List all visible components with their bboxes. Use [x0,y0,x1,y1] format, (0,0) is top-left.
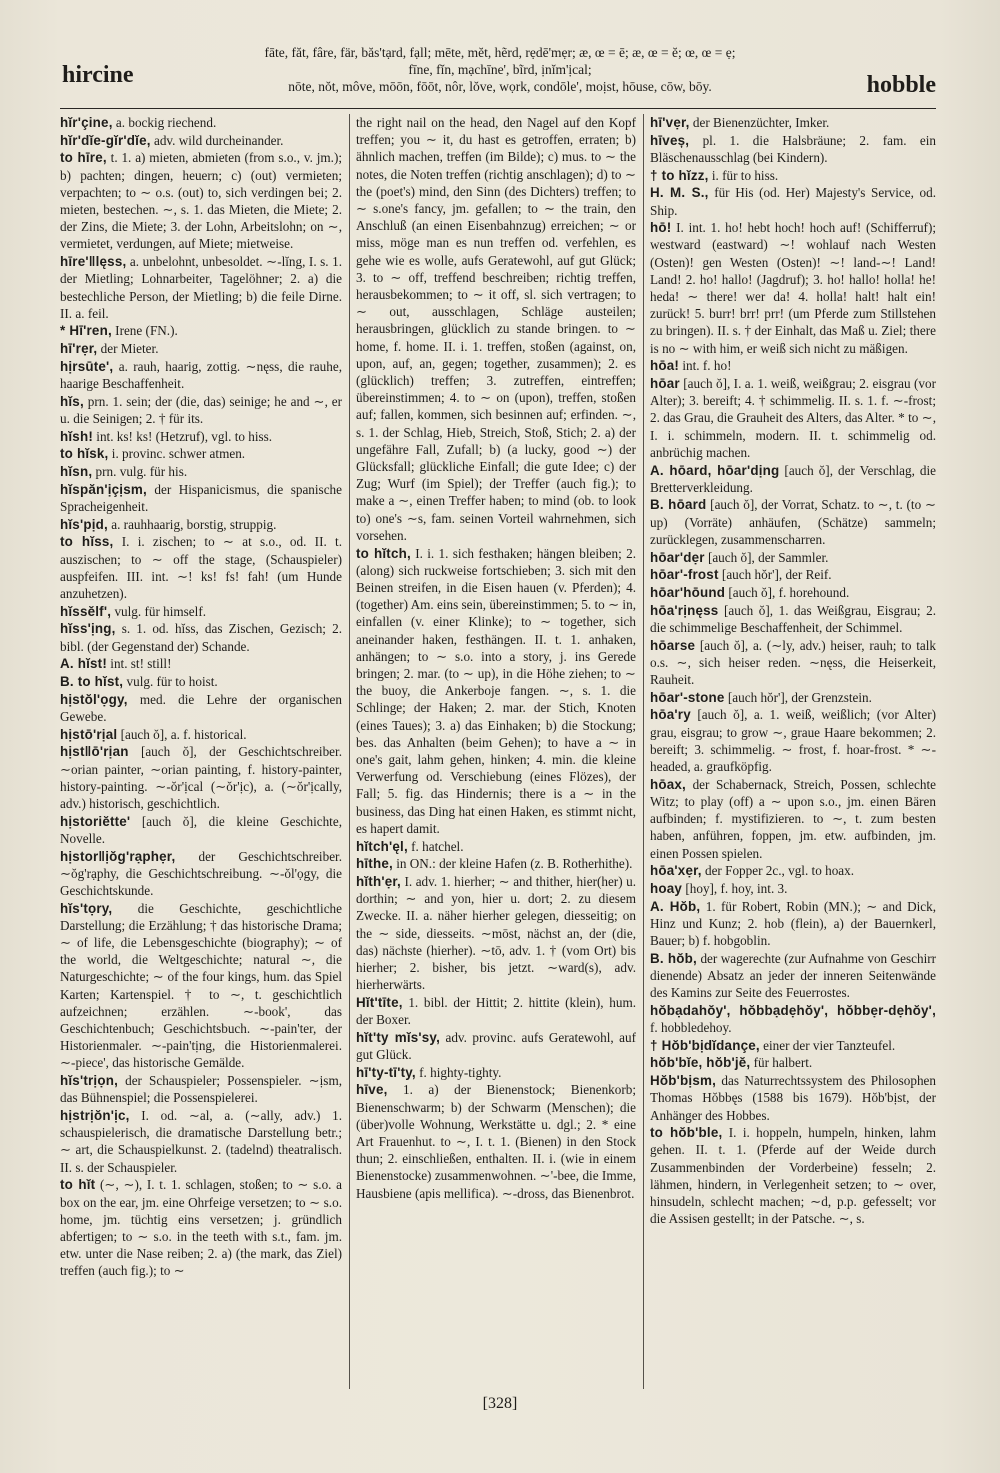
dictionary-entry [356,873,636,993]
entry-headword: hōar'hōund [650,584,726,600]
entry-headword: Hĭt'tīte, [356,994,403,1010]
entry-definition: a. bockig riechend. [115,115,217,130]
entry-headword: hōar'dẹr [650,549,705,565]
dictionary-entry [60,813,342,847]
dictionary-entry [650,375,936,461]
entry-definition: der Mieter. [100,341,159,357]
entry-headword: to hĭt [60,1177,96,1193]
dictionary-entry [60,673,342,690]
dictionary-entry [650,602,936,636]
dictionary-entry [356,1029,636,1063]
pronunciation-key-line: nōte, nŏt, môve, mōōn, fōōt, nôr, lŏve, wọrk, condōle', moịst, hōuse, cōw, bōy. [288,79,712,94]
entry-definition: i. für to hiss. [711,167,779,183]
entry-definition: I. i. 1. sich festhaken; hängen bleiben; 2. (along) sich ruckweise fortschieben; 3. sich mit den Beinen streifen, in die Eisen hauen (v. Pferden); 4. (together) Am. eins sein, übereinstimmen; 5. to ∼ in, einfallen (v. einer Klinke); to ∼ together, sich aneinander haken, festhängen. II. t. 1. anhaken, anhängen; to ∼ s.o. into a story, j. ins Gerede bringen; 2. mar. (to ∼ up), in die Höhe ziehen; to ∼ the buoy, die Ankerboje fangen. ∼, s. 1. die Schlinge; der Haken; 2. mar. der Stich, Knoten (eines Taues); 3. a) das Einhaken; b) die Stockung; bes. das Anhalten (beim Gehen); to have a ∼ in one's gait, lahm gehen, hinken; 4. min. die kleine Verwerfung od. Verschiebung (eines Flözes), der Fall; 5. fig. das Hindernis; there is a ∼ in the business, das Ding hat einen Haken, es stimmt nicht, es hapert damit. [356,545,636,836]
entry-headword: hī'rẹr, [60,341,98,357]
entry-headword: A. hōard, hōar'dịng [650,462,780,478]
entry-definition: 1. bibl. der Hittit; 2. hittite (klein), hum. der Boxer. [356,994,636,1028]
entry-definition: f. hobbledehoy. [650,1020,732,1036]
entry-headword: B. hōard [650,497,707,513]
dictionary-entry [650,1054,936,1071]
entry-definition: a. rauhhaarig, borstig, struppig. [111,516,277,532]
entry-definition: f. highty-tighty. [419,1064,502,1080]
entry-headword: † Hŏb'bịdĭdançe, [650,1037,760,1053]
dictionary-entry [60,743,342,812]
entry-definition: [auch ŏ], a. (∼ly, adv.) heiser, rauh; to talk o.s. ∼, sich heiser reden. ∼nęss, die Heiserkeit, Rauheit. [650,637,936,687]
guide-word-left: hircine [62,62,134,88]
entry-headword: hōar [650,376,680,392]
dictionary-entry [356,1064,636,1081]
dictionary-entry [60,848,342,900]
entry-headword: hĭth'ẹr, [356,873,401,889]
entry-definition: [auch ŏ], der Verschlag, die Bretterverkleidung. [650,462,936,495]
entry-definition: a. unbelohnt, unbesoldet. ∼-lĭng, I. s. 1. der Mietling; Lohnarbeiter, Tagelöhner; 2. a) die bestechliche Person, der Mietling; b) die feile Dirne. II. a. feil. [60,254,342,321]
entry-definition: I. od. ∼al, a. (∼ally, adv.) 1. schauspielerisch, die dramatische Darstellung betr.; ∼ art, die Schauspielkunst. 2. (tadelnd) theatralisch. II. s. der Schauspieler. [60,1108,342,1175]
dictionary-entry [650,1124,936,1227]
dictionary-entry [60,463,342,480]
entry-headword: hịstrịŏn'ịc, [60,1108,130,1124]
entry-headword: B. to hĭst, [60,674,124,689]
entry-definition: I. int. 1. ho! hebt hoch! hoch auf! (Schifferruf); westward (eastward) ∼! wohlauf nach Westen (Osten)! gen Westen (Osten)! ∼! land-∼! Land! Land! 2. ho! hallo! (Jagdruf); 3. ho! hallo! holla! he! heda! ∼ there! wer da! 4. holla! halt! halt ein! zurück! 5. burr! brr! prr! (um Pferde zum Stillstehen zu bringen). II. s. † der Einhalt, das Maß u. Ziel; there is no ∼ with him, er weiß sich nicht zu mäßigen. [650,220,936,356]
entry-definition: t. 1. a) mieten, abmieten (from s.o., v. jm.); b) pachten; dingen, heuern; c) (out) vermieten; verpachten; to ∼ o.s. (out) to, sich verdingen bei; 2. mieten, bestechen. ∼, s. 1. das Mieten, die Miete; 2. der Zins, die Miete; 3. der Lohn, Arbeitslohn; on ∼, vermietet, verdungen, auf Miete; mietweise. [60,150,342,252]
entry-definition: f. hatchel. [411,838,464,854]
dictionary-entry [356,994,636,1028]
entry-headword: hĭs'pịd, [60,516,108,532]
entry-headword: hịrsūte', [60,358,114,374]
dictionary-entry [650,776,936,862]
entry-definition: I. i. zischen; to ∼ at s.o., od. II. t. auszischen; to ∼ off the stage, (Schauspieler) auspfeifen. III. int. ∼! ks! fs! fah! (um Hunde anzuhetzen). [60,534,342,601]
column-2 [356,114,636,1389]
entry-definition: [auch ŏ], die kleine Geschichte, Novelle. [60,813,342,846]
column-divider [643,114,644,1389]
entry-headword: hĭr'dĭe-gĭr'dĭe, [60,132,151,148]
entry-definition: the right nail on the head, den Nagel auf den Kopf treffen; you ∼ it, du hast es getroffen, erraten; b) ähnlich machen, treffen (im Bilde); c) mus. to ∼ the notes, die Noten treffen (richtig anschlagen); d) to ∼ the (poet's) mind, den Sinn (des Dichters) treffen; to ∼ s.one's fancy, jm. gefallen; to ∼ the train, den Anschluß (an einen Eisenbahnzug) erreichen; ∼ or miss, möge man es nun treffen od. verfehlen, es gehe wie es wolle, aufs Geratewohl, auf gut Glück; 3. to ∼ off, treffend beschreiben; richtig treffen, herausbekommen; to ∼ it off, sl. sich vertragen; to ∼ out, ausschlagen, Schläge austeilen; herausbringen, glücklich zu stande bringen. to ∼ home, f. home. II. i. 1. treffen, stoßen (against, on, upon, auf, an, gegen; together, zusammen); 2. es (glücklich) treffen; 3. zutreffen, eintreffen; übereinstimmen; 4. to ∼ on (upon), treffen, stoßen auf; fallen, kommen, sich besinnen auf; erfinden. ∼, s. 1. der Schlag, Hieb, Streich, Stoß, Stich; 2. a) der ungefähre Fall, Zufall; b) (a lucky, good ∼) der Glücksfall; glückliche Einfall; die gute Idee; c) der Zug; Wurf (im Spiel); der Treffer (auch fig.); to make a ∼, einen Treffer haben; to mind (ob. to look to) one's ∼s, fam. seinen Vorteil wahrnehmen, sich vorsehen. [356,115,636,543]
pronunciation-key-line: fāte, făt, fâre, fär, băs'tạrd, fạll; mēte, mĕt, hẽrd, rẹdē'mẹr; æ, œ = ē; æ, œ = ĕ; œ, œ = ẹ; [264,45,736,60]
entry-headword: hō! [650,220,672,236]
dictionary-entry [60,726,342,743]
entry-headword: hĭs, [60,393,84,409]
dictionary-entry [356,838,636,855]
dictionary-entry [60,114,342,131]
entry-definition: [auch ŏ], f. horehound. [728,584,850,600]
entry-definition: [auch hŏr'], der Grenzstein. [727,689,872,705]
dictionary-entry [60,445,342,462]
dictionary-entry [650,462,936,496]
pronunciation-key-line: fīne, fĭn, mạchīne', bĩrd, ịnĭm'ịcal; [408,62,592,77]
dictionary-entry [60,340,342,357]
dictionary-entry [60,481,342,515]
dictionary-entry [650,184,936,218]
entry-headword: hōarse [650,637,696,653]
entry-definition: der Fopper 2c., vgl. to hoax. [704,863,855,879]
entry-definition: 1. für Robert, Robin (MN.); ∼ and Dick, Hinz und Kunz; 2. hob (flein), a) der Bauernkerl, Bauer; b) f. hobgoblin. [650,898,936,949]
entry-definition: [auch hŏr'], der Reif. [721,567,832,583]
dictionary-entry [650,862,936,879]
entry-definition: der Hispanicismus, die spanische Spracheigenheit. [60,481,342,514]
dictionary-entry [650,114,936,131]
entry-definition: der Schauspieler; Possenspieler. ∼ịsm, das Bühnenspiel; die Possenspielerei. [60,1073,342,1106]
entry-headword: hī'ty-tī'ty, [356,1064,416,1080]
pronunciation-key [200,44,800,95]
dictionary-entry [650,898,936,950]
dictionary-entry [60,1107,342,1176]
dictionary-entry [60,322,342,339]
entry-headword: hīve, [356,1082,388,1098]
entry-definition: einer der vier Tanzteufel. [763,1037,896,1053]
entry-definition: [hoy], f. hoy, int. 3. [685,880,788,896]
entry-definition: 1. a) der Bienenstock; Bienenkorb; Bienenschwarm; b) der Schwarm (Menschen); die (über)volle Wohnung, Werkstätte u. dgl.; 2. * eine Art Frauenhut. to ∼, I. t. 1. (Bienen) in den Stock thun; 2. einschließen, enthalten. II. i. (wie in einem Bienenstocke) zusammenwohnen. ∼'-bee, die Imme, Hausbiene (apis mellifica). ∼-dross, das Bienenbrot. [356,1082,636,1201]
entry-headword: to hĭtch, [356,545,411,561]
entry-headword: hĭtch'ęl, [356,838,408,854]
dictionary-entry [60,620,342,654]
entry-headword: hĭssĕlf', [60,603,112,619]
dictionary-entry [356,855,636,872]
entry-headword: hŏb'bĭe, hŏb'jĕ, [650,1055,751,1071]
dictionary-entry [60,428,342,445]
entry-headword: to hĭss, [60,534,114,550]
entry-headword: to hīre, [60,150,107,166]
entry-headword: hōa! [650,358,680,374]
entry-headword: to hŏb'ble, [650,1125,723,1141]
entry-definition: für His (od. Her) Majesty's Service, od. Ship. [650,185,936,218]
dictionary-entry [60,655,342,672]
dictionary-entry [650,584,936,601]
entry-headword: hịstō'rịal [60,726,118,742]
dictionary-entry [650,950,936,1002]
page-number: [328] [482,1395,518,1412]
entry-headword: H. M. S., [650,185,709,201]
entry-definition: vulg. für to hoist. [126,674,218,689]
guide-word-right: hobble [866,72,936,98]
entry-definition: adv. wild durcheinander. [153,132,284,148]
dictionary-entry [60,1072,342,1106]
dictionary-entry [60,603,342,620]
entry-headword: hịstŏl'ọgy, [60,691,128,707]
entry-definition: [auch ŏ], der Sammler. [707,549,829,565]
entry-definition: das Naturrechtssystem des Philosophen Thomas Hŏbbęs (1588 bis 1679). Hŏb'bịst, der Anhänger des Hobbes. [650,1073,936,1123]
entry-definition: der wagerechte (zur Aufnahme von Geschirr dienende) Absatz an jeder der inneren Seitenwände des Kamins zur Seite des Feuerrostes. [650,950,936,1001]
entry-definition: adv. provinc. aufs Geratewohl, auf gut Glück. [356,1029,636,1062]
entry-definition: der Bienenzüchter, Imker. [692,115,830,130]
dictionary-entry [60,516,342,533]
dictionary-entry [650,219,936,357]
dictionary-entry [356,545,636,837]
entry-definition: für halbert. [753,1055,813,1071]
entry-definition: [auch ŏ], a. 1. weiß, weißlich; (vor Alter) grau, eisgrau; to grow ∼, graue Haare bekommen; 2. bereift; 3. schimmelig. ∼ frost, f. hoar-frost. * ∼-headed, a. graufköpfig. [650,707,936,775]
entry-definition: med. die Lehre der organischen Gewebe. [60,691,342,724]
entry-definition: int. ks! ks! (Hetzruf), vgl. to hiss. [96,428,273,444]
entry-headword: A. Hŏb, [650,898,701,914]
entry-definition: die Geschichte, geschichtliche Darstellung; die Erzählung; † das historische Drama; ∼ of life, die Lebensgeschichte (biography); ∼ of the world, die Weltgeschichte; natural ∼, die Naturgeschichte; ∼ of the four kings, hum. das Spiel Karten; Kartenspiel. † to ∼, t. geschichtlich aufzeichnen; erzählen. ∼-book', das Geschichtenbuch; Geschichtsbuch. ∼-pain'ter, der Historienmaler. ∼-pain'tịng, die Historienmalerei. ∼-piece', das historische Gemälde. [60,900,342,1071]
entry-headword: hīre'‖lęss, [60,254,127,270]
dictionary-entry [650,1037,936,1054]
entry-definition: int. st! still! [110,656,172,672]
dictionary-entry [60,393,342,427]
entry-headword: hīthe, [356,856,393,872]
dictionary-entry [650,880,936,897]
page-header [0,0,1000,110]
entry-definition: i. provinc. schwer atmen. [111,446,246,462]
dictionary-entry [650,637,936,689]
entry-headword: hịstoriĕtte' [60,813,131,829]
entry-headword: hĭt'ty mĭs'sy, [356,1029,441,1045]
entry-definition: der Geschichtschreiber. ∼ŏg'rạphy, die Geschichtschreibung. ∼-ŏl'ọgy, die Geschichtskunde. [60,848,342,898]
entry-headword: hĭsh! [60,428,93,444]
entry-headword: * Hī'ren, [60,323,112,339]
entry-headword: to hĭsk, [60,446,109,462]
dictionary-entry [60,691,342,725]
dictionary-entry [650,167,936,184]
entry-headword: hĭs'trịọn, [60,1073,119,1089]
dictionary-entry [650,566,936,583]
entry-definition: [auch ŏ], a. f. historical. [120,726,247,742]
entry-definition: a. rauh, haarig, zottig. ∼nęss, die rauhe, haarige Beschaffenheit. [60,358,342,392]
entry-definition: (∼, ∼), I. t. 1. schlagen, stoßen; to ∼ s.o. a box on the ear, jm. eine Ohrfeige versetzen; to ∼ s.o. home, jm. tüchtig eins versetzen; j. gründlich abfertigen; to ∼ s.o. in the teeth with s.t., fam. jm. etw. unter die Nase reiben; 2. a) (the mark, das Ziel) treffen (auch fig.); to ∼ [60,1177,342,1279]
entry-headword: hōar'-frost [650,567,719,583]
entry-headword: B. hŏb, [650,950,697,966]
dictionary-entry [650,689,936,706]
header-rule [60,108,936,109]
entry-headword: hōar'-stone [650,689,725,705]
entry-headword: hĭspăn'ịçịsm, [60,481,147,497]
entry-headword: hī'vẹr, [650,115,690,130]
entry-headword: hĭs'tọry, [60,900,113,916]
entry-headword: hịst‖ō'rịan [60,744,129,760]
entry-definition: Irene (FN.). [115,323,178,339]
entry-headword: hoay [650,880,683,896]
entry-headword: A. hĭst! [60,656,107,672]
entry-definition: prn. vulg. für his. [95,464,188,480]
entry-headword: hīveș, [650,132,690,148]
dictionary-entry [650,132,936,166]
dictionary-entry [650,496,936,548]
dictionary-entry [650,357,936,374]
entry-headword: hŏbạdahŏy', hŏbbạdẹhŏy', hŏbbẹr-dẹhŏy', [650,1002,936,1018]
dictionary-entry [356,114,636,544]
entry-definition: der Schabernack, Streich, Possen, schlechte Witz; to play (off) a ∼ upon s.o., jm. einen Bären aufbinden; f. mystifizieren. to ∼, t. zum besten haben, anführen, foppen, jm. etw. aufbinden, jm. einen Possen spielen. [650,776,936,861]
dictionary-entry [356,1081,636,1201]
entry-headword: hĭsn, [60,464,93,480]
column-1 [60,114,342,1389]
entry-headword: hōa'ry [650,707,691,723]
dictionary-entry [650,706,936,775]
entry-headword: Hŏb'bịsm, [650,1073,716,1089]
entry-headword: † to hĭzz, [650,167,709,183]
entry-definition: [auch ŏ], der Geschichtschreiber. ∼orian painter, ∼orian painting, f. history-painter, history-painting. ∼-ŏr'ịcal (∼ŏr'ịc), a. (∼ŏr'ịcally, adv.) historisch, geschichtlich. [60,744,342,811]
dictionary-entry [60,132,342,149]
dictionary-entry [60,533,342,602]
entry-definition: s. 1. od. hĭss, das Zischen, Gezisch; 2. bibl. (der Gegenstand der) Schande. [60,621,342,654]
dictionary-entry [650,1002,936,1036]
entry-headword: hōa'xẹr, [650,863,702,879]
dictionary-entry [60,1176,342,1279]
entry-headword: hịstor‖ịŏg'rạphẹr, [60,848,176,864]
entry-definition: prn. 1. sein; der (die, das) seinige; he and ∼, er u. die Seinigen; 2. † für its. [60,393,342,426]
dictionary-entry [60,149,342,252]
dictionary-entry [60,358,342,392]
entry-headword: hĭr'çine, [60,115,113,130]
column-3 [650,114,936,1389]
entry-definition: [auch ŏ], der Vorrat, Schatz. to ∼, t. (to ∼ up) (Vorräte) anhäufen, (Schätze) sammeln; zurücklegen, zusammenscharren. [650,497,936,547]
entry-definition: in ON.: der kleine Hafen (z. B. Rotherhithe). [396,856,633,872]
dictionary-entry [60,900,342,1072]
dictionary-entry [60,253,342,322]
entry-definition: pl. 1. die Halsbräune; 2. fam. ein Bläschenausschlag (bei Kindern). [650,132,936,165]
entry-definition: [auch ŏ], 1. das Weißgrau, Eisgrau; 2. die schimmelige Beschaffenheit, der Schimmel. [650,602,936,635]
entry-definition: [auch ŏ], I. a. 1. weiß, weißgrau; 2. eisgrau (vor Alter); 3. bereift; 4. † schimmelig. II. s. 1. f. ∼-frost; 2. das Grau, die Grauheit des Alters, das Alter. * to ∼, I. i. schimmeln, modern. II. t. schimmelig od. anbrüchig machen. [650,376,936,460]
dictionary-entry [650,1072,936,1124]
entry-headword: hĭss'ịng, [60,621,116,637]
entry-definition: I. adv. 1. hierher; ∼ and thither, hier(her) u. dorthin; ∼ and yon, hier u. dort; 2. zu diesem Zwecke. II. a. näher hierher gelegen, diesseitig; on the ∼ side, diesseits. ∼mōst, nächst an, der (die, das) nächste (hierher). ∼tō, adv. 1. † (vom Ort) bis hierher; 2. bisher, bis jetzt. ∼ward(s), adv. hierherwärts. [356,873,636,993]
entry-headword: hōa'rịnęss [650,602,719,618]
column-divider [349,114,350,1389]
entry-definition: I. i. hoppeln, humpeln, hinken, lahm gehen. II. t. 1. (Pferde auf der Weide durch Zusammenbinden der Vorderbeine) fesseln; 2. lähmen, hindern, in Verlegenheit setzen; to ∼ over, hinsudeln, schlecht machen; ∼d, p.p. gefesselt; vor die Assisen gestellt; in der Patsche. ∼, s. [650,1125,936,1227]
entry-definition: int. f. ho! [682,358,732,374]
dictionary-entry [650,549,936,566]
entry-definition: vulg. für himself. [114,603,207,619]
entry-headword: hōax, [650,776,686,792]
